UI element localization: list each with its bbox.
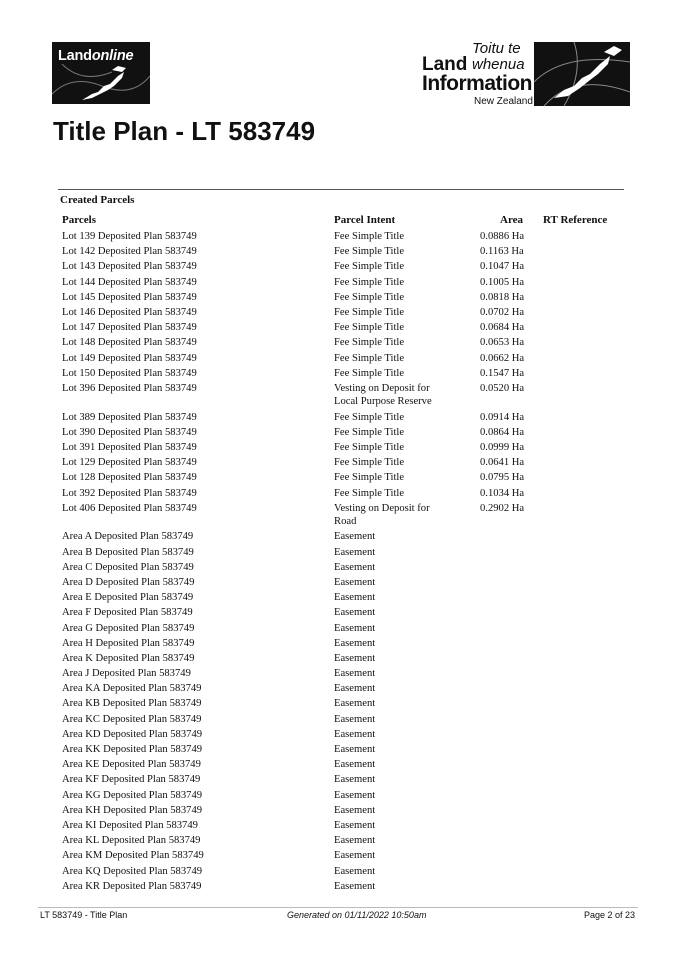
table-row <box>0 591 675 606</box>
parcel-cell: Area B Deposited Plan 583749 <box>62 546 194 558</box>
parcel-cell: Area H Deposited Plan 583749 <box>62 637 195 649</box>
parcel-cell: Lot 128 Deposited Plan 583749 <box>62 472 197 484</box>
linz-logo-line4: New Zealand <box>474 96 533 107</box>
linz-logo-line1: Toitu te <box>472 40 521 57</box>
landonline-logo <box>52 42 150 104</box>
parcel-cell: Lot 143 Deposited Plan 583749 <box>62 261 197 273</box>
area-cell: 0.0653 Ha <box>480 337 525 349</box>
intent-cell: Easement <box>334 622 376 634</box>
intent-cell: Fee Simple Title <box>334 231 405 242</box>
area-cell: 0.0999 Ha <box>480 441 525 453</box>
nz-globe-icon <box>534 42 630 106</box>
table-row <box>0 245 675 260</box>
intent-cell: Easement <box>334 850 376 862</box>
intent-cell: Easement <box>334 819 376 831</box>
area-cell: 0.0795 Ha <box>480 472 525 484</box>
column-header-intent: Parcel Intent <box>334 214 396 226</box>
table-row <box>0 576 675 591</box>
table-row <box>0 834 675 849</box>
area-cell: 0.0520 Ha <box>480 382 525 394</box>
column-header-rt-reference: RT Reference <box>543 214 608 226</box>
intent-cell: Vesting on Deposit for Road <box>334 502 430 528</box>
table-row <box>0 819 675 834</box>
intent-cell: Easement <box>334 576 376 588</box>
parcel-cell: Area KK Deposited Plan 583749 <box>62 744 203 755</box>
page-title: Title Plan - LT 583749 <box>53 116 316 146</box>
section-heading: Created Parcels <box>60 194 135 206</box>
intent-cell: Easement <box>334 865 376 877</box>
table-row <box>0 230 675 245</box>
intent-cell: Fee Simple Title <box>334 352 405 364</box>
parcel-cell: Lot 150 Deposited Plan 583749 <box>62 367 197 379</box>
intent-cell: Easement <box>334 759 376 771</box>
parcel-cell: Lot 139 Deposited Plan 583749 <box>62 231 197 242</box>
table-row <box>0 728 675 743</box>
parcel-cell: Lot 146 Deposited Plan 583749 <box>62 306 197 318</box>
intent-cell: Easement <box>334 698 376 710</box>
table-row <box>0 773 675 788</box>
landonline-logo-text: Landonline <box>58 48 134 64</box>
footer-document-id: LT 583749 - Title Plan <box>40 910 128 920</box>
parcel-cell: Area KB Deposited Plan 583749 <box>62 698 202 710</box>
intent-cell: Fee Simple Title <box>334 261 405 273</box>
area-cell: 0.0662 Ha <box>480 352 525 364</box>
parcel-cell: Area KM Deposited Plan 583749 <box>62 850 204 862</box>
area-cell: 0.0886 Ha <box>480 231 525 242</box>
table-row <box>0 426 675 441</box>
intent-cell: Easement <box>334 668 376 680</box>
intent-cell: Easement <box>334 774 376 786</box>
parcel-cell: Area K Deposited Plan 583749 <box>62 652 195 664</box>
area-cell: 0.0818 Ha <box>480 291 525 303</box>
table-row <box>0 352 675 367</box>
intent-cell: Fee Simple Title <box>334 472 405 484</box>
table-row <box>0 622 675 637</box>
table-row <box>0 713 675 728</box>
parcel-cell: Area KA Deposited Plan 583749 <box>62 683 202 695</box>
parcel-cell: Area KF Deposited Plan 583749 <box>62 774 201 786</box>
parcel-cell: Lot 148 Deposited Plan 583749 <box>62 337 197 349</box>
intent-cell: Fee Simple Title <box>334 306 405 318</box>
area-cell: 0.0684 Ha <box>480 322 525 334</box>
area-cell: 0.1034 Ha <box>480 487 525 499</box>
intent-cell: Easement <box>334 652 376 664</box>
column-header-parcels: Parcels <box>62 214 97 226</box>
parcel-cell: Area KR Deposited Plan 583749 <box>62 880 202 892</box>
area-cell: 0.0702 Ha <box>480 306 525 318</box>
parcel-cell: Area KH Deposited Plan 583749 <box>62 804 203 816</box>
area-cell: 0.1163 Ha <box>480 246 524 258</box>
parcel-cell: Area KD Deposited Plan 583749 <box>62 728 203 740</box>
table-row <box>0 880 675 895</box>
intent-cell: Easement <box>334 713 376 725</box>
table-row <box>0 411 675 426</box>
parcel-cell: Area A Deposited Plan 583749 <box>62 531 194 543</box>
table-row <box>0 336 675 351</box>
parcel-cell: Area KQ Deposited Plan 583749 <box>62 865 203 877</box>
intent-cell: Easement <box>334 607 376 619</box>
parcel-cell: Lot 392 Deposited Plan 583749 <box>62 487 197 499</box>
parcel-cell: Lot 396 Deposited Plan 583749 <box>62 382 197 394</box>
parcel-cell: Lot 142 Deposited Plan 583749 <box>62 246 197 258</box>
table-row <box>0 487 675 502</box>
parcels-table <box>0 230 675 895</box>
column-header-area: Area <box>500 214 524 226</box>
area-cell: 0.0641 Ha <box>480 457 525 469</box>
intent-cell: Fee Simple Title <box>334 276 405 288</box>
intent-cell: Fee Simple Title <box>334 441 405 453</box>
intent-cell: Fee Simple Title <box>334 426 405 438</box>
table-row <box>0 367 675 382</box>
intent-cell: Easement <box>334 835 376 847</box>
intent-cell: Easement <box>334 683 376 695</box>
linz-logo <box>418 42 630 108</box>
linz-logo-line2b: whenua <box>472 56 525 73</box>
area-cell: 0.1047 Ha <box>480 261 525 273</box>
table-row <box>0 260 675 275</box>
parcel-cell: Area KE Deposited Plan 583749 <box>62 759 201 771</box>
intent-cell: Vesting on Deposit for Local Purpose Reserve <box>334 382 432 408</box>
parcel-cell: Lot 147 Deposited Plan 583749 <box>62 322 197 334</box>
parcel-cell: Area KC Deposited Plan 583749 <box>62 713 202 725</box>
parcel-cell: Lot 406 Deposited Plan 583749 <box>62 502 197 514</box>
footer-generated: Generated on 01/11/2022 10:50am <box>287 910 427 920</box>
parcel-cell: Area G Deposited Plan 583749 <box>62 622 195 634</box>
intent-cell: Easement <box>334 592 376 604</box>
table-row <box>0 758 675 773</box>
parcel-cell: Lot 145 Deposited Plan 583749 <box>62 291 197 303</box>
parcel-cell: Lot 144 Deposited Plan 583749 <box>62 276 197 288</box>
linz-logo-line2: Land <box>422 54 468 75</box>
intent-cell: Easement <box>334 880 376 892</box>
table-row <box>0 530 675 545</box>
intent-cell: Fee Simple Title <box>334 337 405 349</box>
table-row <box>0 382 675 411</box>
table-row <box>0 637 675 652</box>
intent-cell: Easement <box>334 789 376 801</box>
intent-cell: Fee Simple Title <box>334 411 405 423</box>
section-divider <box>58 189 624 190</box>
table-row <box>0 789 675 804</box>
area-cell: 0.1005 Ha <box>480 276 525 288</box>
parcel-cell: Area KL Deposited Plan 583749 <box>62 835 201 847</box>
table-row <box>0 546 675 561</box>
intent-cell: Fee Simple Title <box>334 322 405 334</box>
intent-cell: Fee Simple Title <box>334 291 405 303</box>
nz-map-icon <box>52 64 150 104</box>
parcel-cell: Area KI Deposited Plan 583749 <box>62 819 198 831</box>
intent-cell: Easement <box>334 728 376 740</box>
table-row <box>0 697 675 712</box>
intent-cell: Easement <box>334 546 376 558</box>
table-row <box>0 667 675 682</box>
table-row <box>0 804 675 819</box>
table-row <box>0 456 675 471</box>
parcel-cell: Area F Deposited Plan 583749 <box>62 607 193 619</box>
parcel-cell: Area J Deposited Plan 583749 <box>62 668 191 680</box>
table-row <box>0 865 675 880</box>
table-row <box>0 471 675 486</box>
table-row <box>0 652 675 667</box>
parcel-cell: Lot 129 Deposited Plan 583749 <box>62 457 197 469</box>
parcel-cell: Lot 389 Deposited Plan 583749 <box>62 411 197 423</box>
parcel-cell: Lot 391 Deposited Plan 583749 <box>62 441 197 453</box>
table-row <box>0 502 675 531</box>
table-row <box>0 291 675 306</box>
intent-cell: Fee Simple Title <box>334 487 405 499</box>
parcel-cell: Lot 390 Deposited Plan 583749 <box>62 426 197 438</box>
area-cell: 0.0914 Ha <box>480 411 525 423</box>
table-row <box>0 276 675 291</box>
table-row <box>0 441 675 456</box>
parcel-cell: Area KG Deposited Plan 583749 <box>62 789 203 801</box>
footer-page-number: Page 2 of 23 <box>584 910 636 920</box>
intent-cell: Easement <box>334 561 376 573</box>
table-row <box>0 561 675 576</box>
intent-cell: Easement <box>334 744 376 755</box>
area-cell: 0.0864 Ha <box>480 426 525 438</box>
area-cell: 0.1547 Ha <box>480 367 525 379</box>
table-row <box>0 606 675 621</box>
parcel-cell: Area D Deposited Plan 583749 <box>62 576 195 588</box>
table-row <box>0 306 675 321</box>
parcel-cell: Area C Deposited Plan 583749 <box>62 561 194 573</box>
intent-cell: Fee Simple Title <box>334 457 405 469</box>
table-row <box>0 849 675 864</box>
intent-cell: Easement <box>334 637 376 649</box>
intent-cell: Fee Simple Title <box>334 246 405 258</box>
area-cell: 0.2902 Ha <box>480 502 525 514</box>
table-row <box>0 682 675 697</box>
table-row <box>0 321 675 336</box>
intent-cell: Easement <box>334 531 376 543</box>
footer-divider <box>38 907 638 908</box>
table-row <box>0 743 675 758</box>
intent-cell: Easement <box>334 804 376 816</box>
linz-logo-line3: Information <box>422 72 532 95</box>
parcel-cell: Lot 149 Deposited Plan 583749 <box>62 352 197 364</box>
intent-cell: Fee Simple Title <box>334 367 405 379</box>
parcel-cell: Area E Deposited Plan 583749 <box>62 592 194 604</box>
